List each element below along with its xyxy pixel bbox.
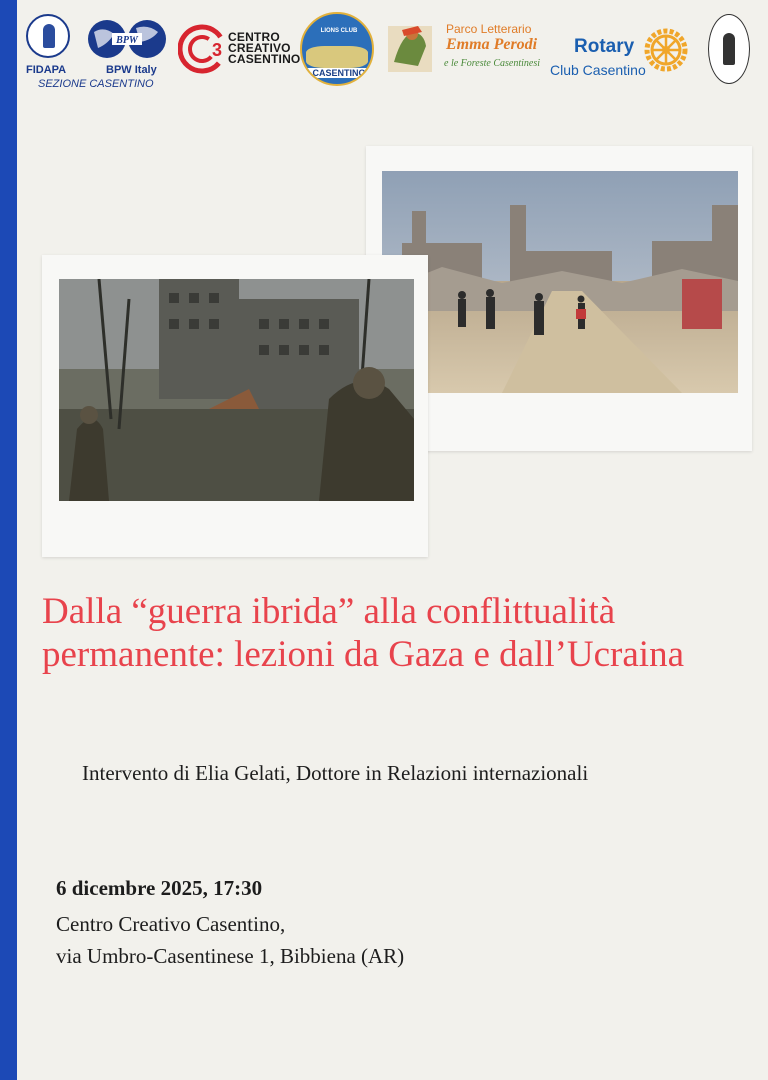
lions-club-label: LIONS CLUB bbox=[320, 28, 358, 34]
lions-emblem-icon bbox=[300, 12, 374, 86]
c3-line-3: CASENTINO bbox=[228, 52, 301, 66]
c3-line-2: CREATIVO bbox=[228, 41, 291, 55]
venue-line-1: Centro Creativo Casentino, bbox=[56, 912, 286, 936]
venue-line-2: via Umbro-Casentinese 1, Bibbiena (AR) bbox=[56, 944, 405, 968]
parco-line-3: e le Foreste Casentinesi bbox=[444, 58, 540, 69]
fidapa-name: FIDAPA bbox=[26, 64, 67, 76]
bpw-name: BPW Italy bbox=[106, 64, 157, 76]
event-date: 6 dicembre 2025, 17:30 bbox=[56, 876, 263, 900]
rotary-club-logo bbox=[548, 26, 692, 82]
parco-letterario-logo bbox=[384, 18, 544, 80]
perodi-figure-icon bbox=[388, 22, 432, 76]
svg-text:BPW: BPW bbox=[116, 35, 138, 46]
parco-line-2: Emma Perodi bbox=[446, 36, 538, 53]
rotary-wheel-icon bbox=[644, 28, 688, 72]
c3-mark-icon bbox=[178, 24, 228, 74]
gaza-destroyed-street-photo bbox=[382, 171, 738, 393]
svg-text:3: 3 bbox=[212, 40, 223, 60]
lions-club-logo bbox=[298, 12, 376, 88]
rotary-name: Rotary bbox=[574, 36, 635, 57]
left-accent-bar bbox=[0, 0, 17, 1080]
rotary-sub: Club Casentino bbox=[550, 62, 646, 78]
centro-creativo-logo bbox=[178, 22, 301, 78]
parco-line-1: Parco Letterario bbox=[446, 22, 532, 36]
c3-line-1: CENTRO bbox=[228, 30, 280, 44]
fidapa-emblem-icon bbox=[26, 14, 70, 58]
fidapa-section: SEZIONE CASENTINO bbox=[38, 78, 154, 90]
university-seal-icon bbox=[708, 14, 750, 84]
speaker-line: Intervento di Elia Gelati, Dottore in Relazioni internazionali bbox=[82, 761, 589, 785]
lions-club-name: CASENTINO bbox=[302, 68, 374, 78]
ukraine-soldiers-photo bbox=[59, 279, 414, 501]
university-seal-logo bbox=[708, 14, 752, 84]
fidapa-bpw-logo bbox=[24, 12, 184, 92]
ukraine-photo-frame bbox=[42, 255, 428, 557]
bpw-globe-icon bbox=[86, 18, 168, 60]
event-venue bbox=[56, 908, 404, 972]
event-title: Dalla “guerra ibrida” alla conflittualità permanente: lezioni da Gaza e dall’Ucraina bbox=[42, 591, 685, 675]
